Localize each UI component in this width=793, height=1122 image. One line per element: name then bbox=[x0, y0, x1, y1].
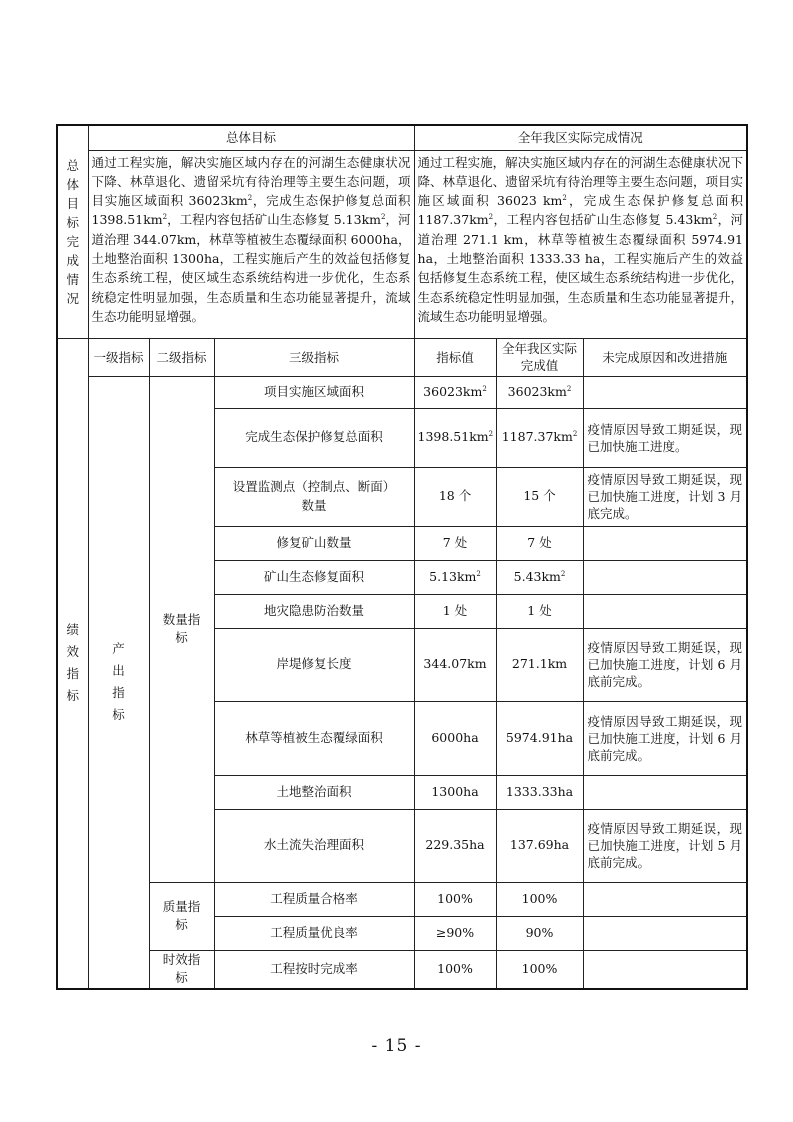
indicator-name: 水土流失治理面积 bbox=[214, 809, 414, 882]
indicator-actual: 100% bbox=[496, 882, 583, 916]
actual-text: 通过工程实施，解决实施区域内存在的河湖生态健康状况下降、林草退化、遗留采坑有待治理等主要生态问题，项目实施区域面积 36023 $km^2$，完成生态保护修复总面积 $1187.37km^2$，工程内容包括矿山生态修复 $5.43km^2$，河道治理 271.1 km，林草等植被生态覆绿面积 5974.91 ha，土地整治面积 1333.33 ha，工程实施后产生的效益包括修复生态系统工程，使区域生态系统结构进一步优化，生态系统稳定性明显加强，生态质量和生态功能显著提升，流域生态功能明显增强。 bbox=[414, 150, 747, 338]
indicator-actual: 271.1km bbox=[496, 628, 583, 701]
header-reason: 未完成原因和改进措施 bbox=[583, 338, 747, 376]
indicator-target: 7 处 bbox=[414, 526, 496, 560]
goal-text: 通过工程实施，解决实施区域内存在的河湖生态健康状况下降、林草退化、遗留采坑有待治理等主要生态问题，项目实施区域面积 $36023km^2$，完成生态保护修复总面积 $1398.51km^2$，工程内容包括矿山生态修复 $5.13km^2$，河道治理 344.07km，林草等植被生态覆绿面积 6000ha，土地整治面积 1300ha，工程实施后产生的效益包括修复生态系统工程，使区域生态系统结构进一步优化，生态系统稳定性明显加强，生态质量和生态功能显著提升，流域生态功能明显增强。 bbox=[88, 150, 414, 338]
indicator-reason bbox=[583, 950, 747, 989]
level2-quality-cell bbox=[149, 882, 214, 950]
level2-quantity-cell bbox=[149, 376, 214, 882]
indicator-reason bbox=[583, 775, 747, 809]
goal-header: 总体目标 bbox=[88, 125, 414, 150]
indicator-name: 工程按时完成率 bbox=[214, 950, 414, 989]
indicator-reason: 疫情原因导致工期延误，现已加快施工进度，计划 3 月底完成。 bbox=[583, 467, 747, 526]
indicator-name: 矿山生态修复面积 bbox=[214, 560, 414, 594]
level2-time-cell bbox=[149, 950, 214, 989]
indicator-actual: 1 处 bbox=[496, 594, 583, 628]
indicator-target: ≥90% bbox=[414, 916, 496, 950]
indicator-target: 1300ha bbox=[414, 775, 496, 809]
perf-row-label-cell bbox=[57, 338, 88, 989]
indicator-actual: 1333.33ha bbox=[496, 775, 583, 809]
indicator-reason bbox=[583, 594, 747, 628]
indicator-actual: 7 处 bbox=[496, 526, 583, 560]
table-row bbox=[57, 950, 747, 989]
indicator-actual: 137.69ha bbox=[496, 809, 583, 882]
header-target: 指标值 bbox=[414, 338, 496, 376]
indicator-reason: 疫情原因导致工期延误，现已加快施工进度，计划 6 月底前完成。 bbox=[583, 701, 747, 775]
header-actual: 全年我区实际完成值 bbox=[496, 338, 583, 376]
indicator-target: 344.07km bbox=[414, 628, 496, 701]
performance-table bbox=[56, 124, 748, 990]
indicator-actual: $5.43km^2$ bbox=[496, 560, 583, 594]
header-level2: 二级指标 bbox=[149, 338, 214, 376]
indicator-name: 岸堤修复长度 bbox=[214, 628, 414, 701]
table-row bbox=[57, 882, 747, 916]
indicator-target: 1 处 bbox=[414, 594, 496, 628]
indicator-name: 设置监测点（控制点、断面）数量 bbox=[214, 467, 414, 526]
indicator-target: 6000ha bbox=[414, 701, 496, 775]
level2-time: 时效指标 bbox=[162, 951, 201, 986]
indicator-reason bbox=[583, 560, 747, 594]
indicator-actual: $1187.37km^2$ bbox=[496, 408, 583, 467]
indicator-actual: 5974.91ha bbox=[496, 701, 583, 775]
indicator-target: $36023km^2$ bbox=[414, 376, 496, 408]
page-number: - 15 - bbox=[371, 1036, 422, 1056]
indicator-target: 100% bbox=[414, 950, 496, 989]
indicator-actual: 15 个 bbox=[496, 467, 583, 526]
level1-output-cell bbox=[88, 376, 149, 989]
indicator-target: 18 个 bbox=[414, 467, 496, 526]
indicator-reason bbox=[583, 916, 747, 950]
table-row bbox=[57, 376, 747, 408]
indicator-reason bbox=[583, 376, 747, 408]
indicator-target: $5.13km^2$ bbox=[414, 560, 496, 594]
indicator-target: $1398.51km^2$ bbox=[414, 408, 496, 467]
indicator-name: 土地整治面积 bbox=[214, 775, 414, 809]
overall-row-label: 总体目标完成情况 bbox=[66, 157, 79, 306]
header-level3: 三级指标 bbox=[214, 338, 414, 376]
overall-row-label-cell bbox=[57, 125, 88, 338]
indicator-reason: 疫情原因导致工期延误，现已加快施工进度。 bbox=[583, 408, 747, 467]
indicator-name: 完成生态保护修复总面积 bbox=[214, 408, 414, 467]
indicator-name: 地灾隐患防治数量 bbox=[214, 594, 414, 628]
indicator-name: 项目实施区域面积 bbox=[214, 376, 414, 408]
indicator-reason bbox=[583, 882, 747, 916]
level2-quantity: 数量指标 bbox=[162, 611, 201, 645]
indicator-actual: 100% bbox=[496, 950, 583, 989]
indicator-name: 工程质量合格率 bbox=[214, 882, 414, 916]
perf-row-label: 绩效指标 bbox=[66, 622, 79, 704]
indicator-name: 林草等植被生态覆绿面积 bbox=[214, 701, 414, 775]
indicator-actual: $36023km^2$ bbox=[496, 376, 583, 408]
indicator-reason bbox=[583, 526, 747, 560]
indicator-actual: 90% bbox=[496, 916, 583, 950]
actual-header: 全年我区实际完成情况 bbox=[414, 125, 747, 150]
level1-output: 产出指标 bbox=[112, 641, 125, 723]
indicator-reason: 疫情原因导致工期延误，现已加快施工进度，计划 6 月底前完成。 bbox=[583, 628, 747, 701]
indicator-reason: 疫情原因导致工期延误，现已加快施工进度，计划 5 月底前完成。 bbox=[583, 809, 747, 882]
indicator-target: 229.35ha bbox=[414, 809, 496, 882]
indicator-target: 100% bbox=[414, 882, 496, 916]
indicator-name: 工程质量优良率 bbox=[214, 916, 414, 950]
level2-quality: 质量指标 bbox=[162, 898, 201, 932]
header-level1: 一级指标 bbox=[88, 338, 149, 376]
indicator-name: 修复矿山数量 bbox=[214, 526, 414, 560]
